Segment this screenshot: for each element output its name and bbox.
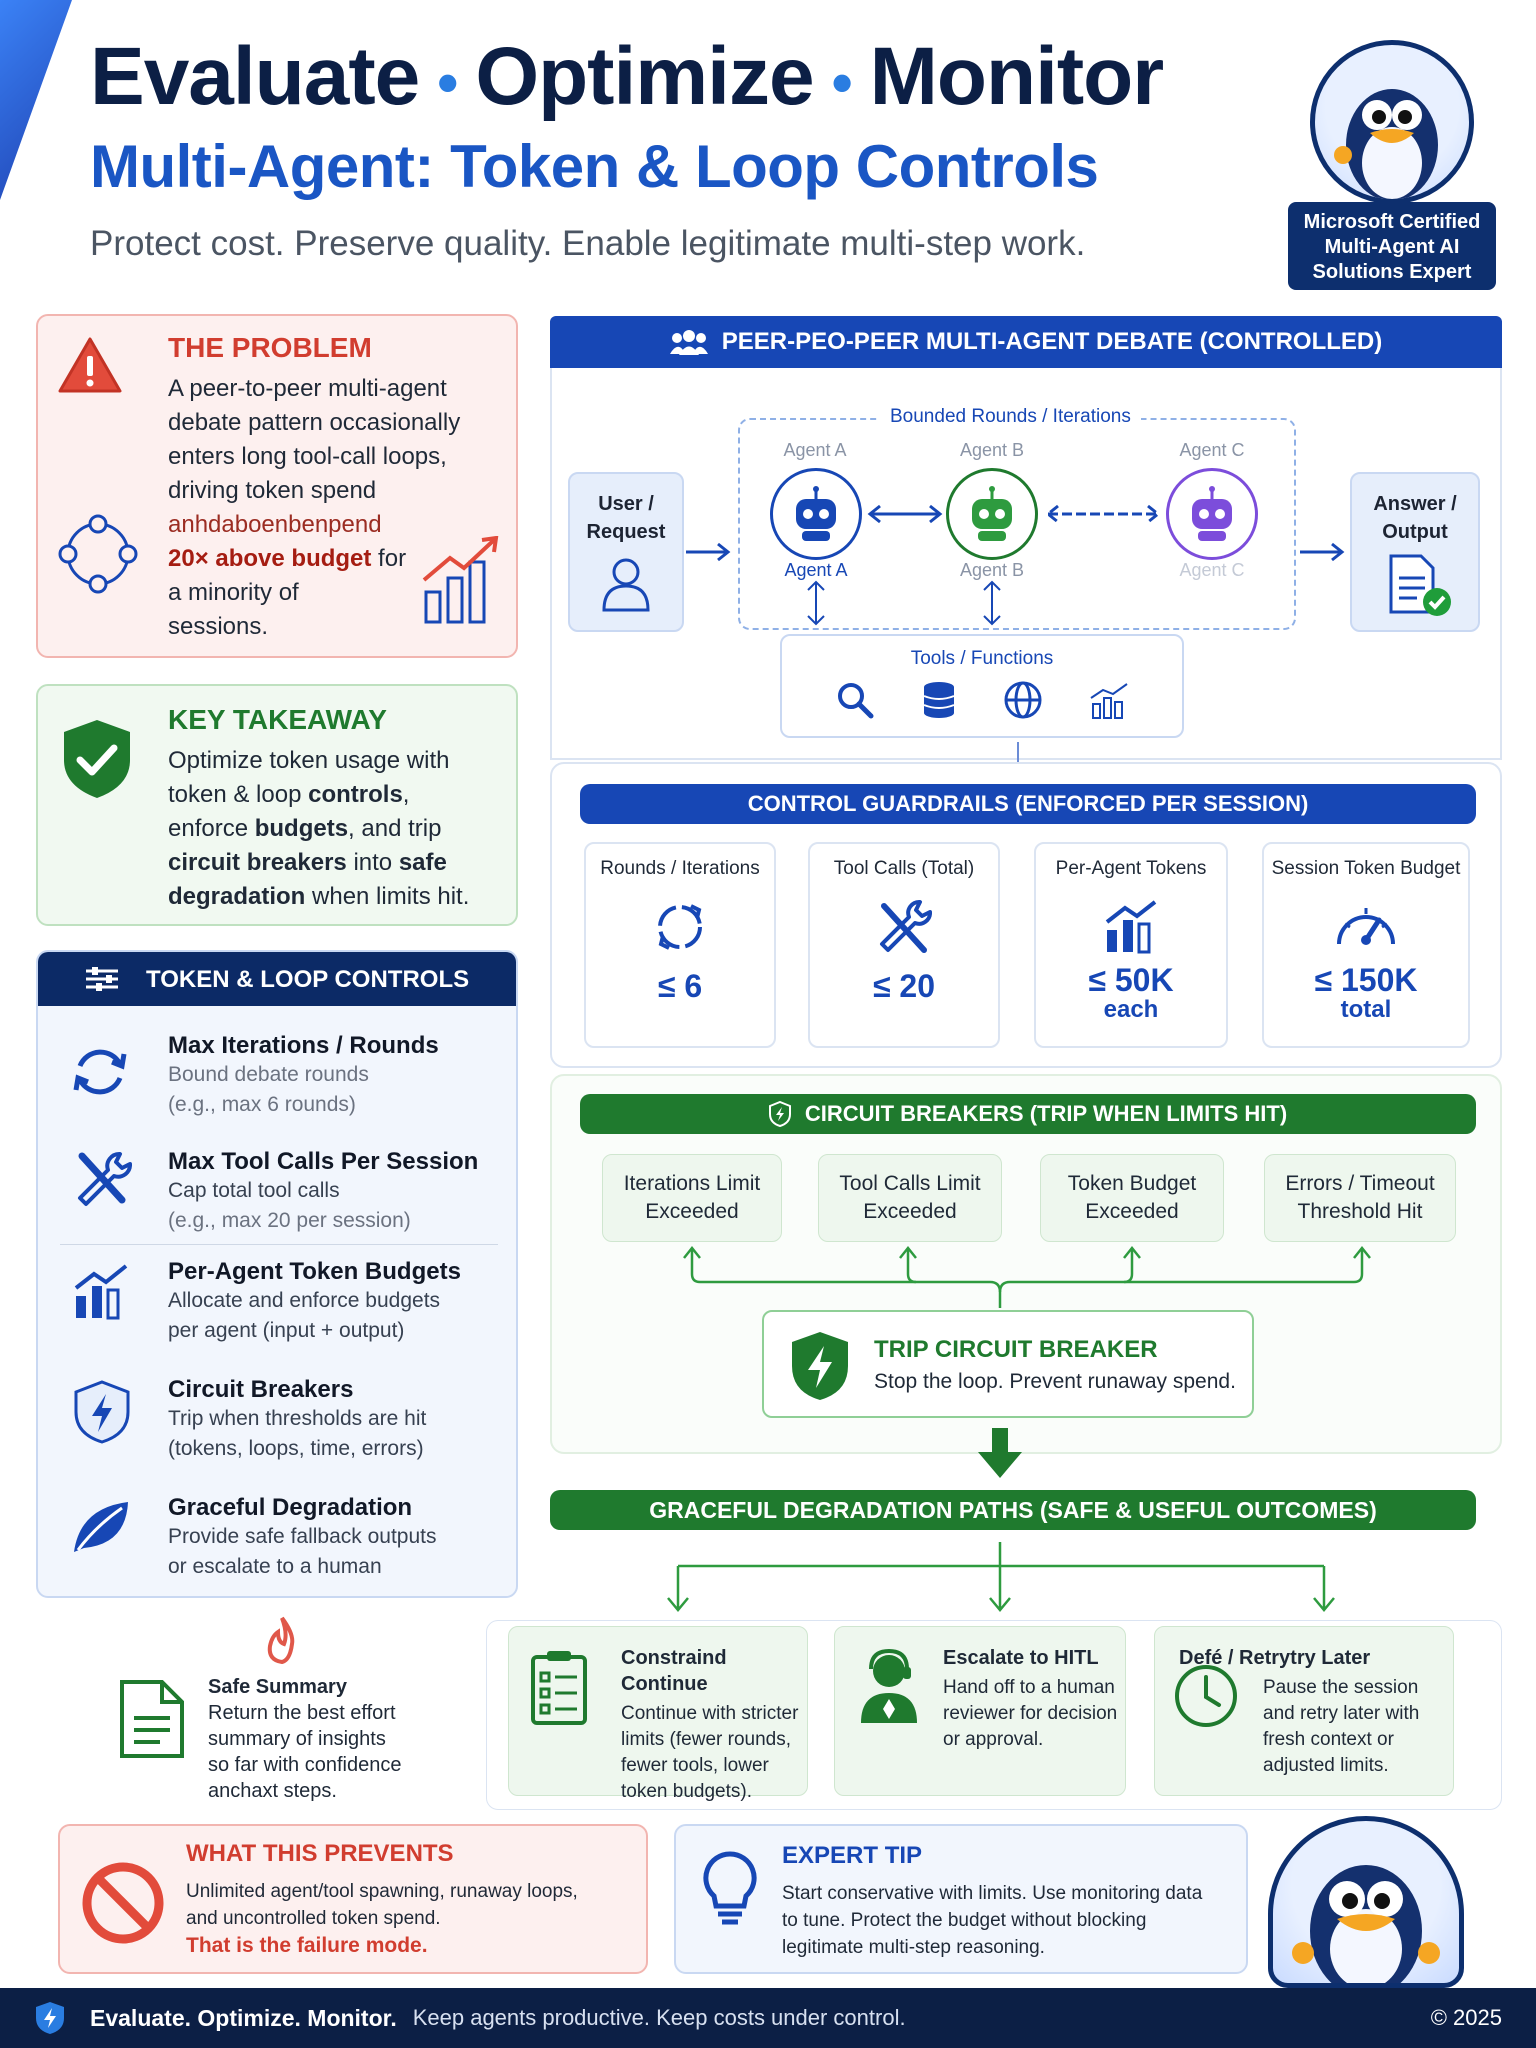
mascot-bottom <box>1268 1816 1464 1988</box>
takeaway-body <box>168 744 508 914</box>
guardrail-label: Session Token Budget <box>1271 858 1461 879</box>
bidirectional-arrow-icon <box>866 502 944 526</box>
breakers-header <box>580 1094 1476 1134</box>
tip-body <box>782 1880 1202 1961</box>
badge-line: Microsoft Certified <box>1303 211 1481 233</box>
control-desc: Provide safe fallback outputs <box>168 1525 437 1548</box>
page-subtitle: Multi-Agent: Token & Loop Controls <box>90 133 1099 200</box>
problem-line <box>168 542 508 576</box>
mascot-avatar <box>1310 40 1474 204</box>
agent-b-node <box>946 468 1038 560</box>
guardrail-sub: total <box>1340 996 1392 1023</box>
agent-c-node <box>1166 468 1258 560</box>
shield-check-icon <box>62 718 132 800</box>
shield-logo-icon <box>34 2000 66 2036</box>
refresh-cycle-icon <box>68 1040 132 1104</box>
answer-label: Answer / <box>1373 493 1457 515</box>
bounded-rounds-label: Bounded Rounds / Iterations <box>880 406 1141 428</box>
control-example: or escalate to a human <box>168 1555 382 1578</box>
tip-line: to tune. Protect the budget without blocking <box>782 1910 1147 1931</box>
leaf-icon <box>70 1498 132 1556</box>
guardrail-sub: each <box>1103 996 1159 1023</box>
guardrail-agenttokens-card <box>1034 842 1228 1048</box>
breaker-connectors <box>680 1244 1380 1310</box>
control-example: (tokens, loops, time, errors) <box>168 1437 424 1460</box>
agent-c-top-label: Agent C <box>1179 440 1245 460</box>
flame-icon <box>260 1616 304 1664</box>
penguin-mascot-icon <box>1273 1821 1459 1983</box>
guardrail-label: Tool Calls (Total) <box>833 858 975 879</box>
document-check-icon <box>1375 554 1455 618</box>
arrow-right-icon <box>684 540 734 564</box>
path-text <box>621 1645 807 1805</box>
guardrails-title: CONTROL GUARDRAILS (ENFORCED PER SESSION) <box>747 791 1309 816</box>
certification-badge <box>1288 202 1496 290</box>
agent-loop-icon <box>56 512 140 596</box>
breaker-label: Exceeded <box>1085 1200 1179 1223</box>
control-title: Graceful Degradation <box>168 1494 413 1521</box>
takeaway-text: , <box>402 781 410 808</box>
database-icon <box>921 680 957 720</box>
safe-summary <box>208 1674 401 1804</box>
tip-line: Start conservative with limits. Use monitoring data <box>782 1883 1203 1904</box>
footer-bold: Evaluate. Optimize. Monitor. <box>90 2004 397 2031</box>
guardrail-value: ≤ 20 <box>872 968 936 1004</box>
control-example: (e.g., max 20 per session) <box>168 1209 411 1232</box>
path-line: Hand off to a human <box>943 1677 1115 1698</box>
agent-a-node <box>770 468 862 560</box>
prevents-emphasis: That is the failure mode. <box>186 1934 428 1957</box>
title-evaluate: Evaluate <box>90 31 420 122</box>
breaker-label: Errors / Timeout <box>1285 1172 1435 1195</box>
warning-icon <box>58 336 122 394</box>
problem-card <box>36 314 518 658</box>
badge-line: Solutions Expert <box>1312 261 1472 283</box>
problem-line: A peer-to-peer multi-agent <box>168 375 447 402</box>
shield-bolt-icon <box>74 1380 130 1444</box>
breaker-label: Tool Calls Limit <box>839 1172 981 1195</box>
control-item <box>168 1376 426 1464</box>
breaker-toolcalls <box>818 1154 1002 1242</box>
debate-header <box>550 316 1502 368</box>
tools-box <box>780 634 1184 738</box>
agent-b-bottom-label: Agent B <box>959 560 1025 580</box>
takeaway-text: token & loop <box>168 781 309 808</box>
breakers-title: CIRCUIT BREAKERS (TRIP WHEN LIMITS HIT) <box>804 1101 1288 1126</box>
takeaway-bold: budgets <box>254 815 349 842</box>
takeaway-line <box>168 846 508 880</box>
bar-growth-icon <box>72 1262 132 1320</box>
guardrail-rounds-card <box>584 842 776 1048</box>
problem-line: anhdaboenbenpend <box>168 511 382 538</box>
path-line: fresh context or <box>1263 1729 1394 1750</box>
control-item <box>168 1148 478 1236</box>
penguin-mascot-icon <box>1315 45 1469 199</box>
breaker-label: Iterations Limit <box>623 1172 761 1195</box>
footer <box>0 1988 1536 2048</box>
sliders-icon <box>84 966 120 992</box>
prevents-body <box>186 1878 578 1959</box>
wrench-screwdriver-icon <box>72 1148 132 1210</box>
tip-line: legitimate multi-step reasoning. <box>782 1937 1045 1958</box>
arrow-down-icon <box>976 1426 1024 1480</box>
takeaway-bold: degradation <box>168 883 306 910</box>
shield-bolt-icon <box>790 1330 850 1402</box>
badge-line: Multi-Agent AI <box>1324 236 1460 258</box>
trip-title: TRIP CIRCUIT BREAKER <box>874 1336 1158 1363</box>
vertical-arrow-icon <box>980 580 1004 626</box>
title-separator: • <box>831 48 852 116</box>
control-item <box>168 1494 437 1582</box>
path-line: and retry later with <box>1263 1703 1420 1724</box>
footer-text: Keep agents productive. Keep costs under control. <box>412 2005 906 2030</box>
problem-line: driving token spend <box>168 477 377 504</box>
path-line: Pause the session <box>1263 1677 1419 1698</box>
problem-body <box>168 372 508 644</box>
agent-a-top-label: Agent A <box>783 440 847 460</box>
agent-b-top-label: Agent B <box>959 440 1025 460</box>
controls-card <box>36 950 518 1598</box>
control-title: Max Tool Calls Per Session <box>168 1148 479 1175</box>
answer-label: Output <box>1382 521 1448 543</box>
search-icon <box>835 680 875 720</box>
tagline: Protect cost. Preserve quality. Enable legitimate multi-step work. <box>90 224 1086 263</box>
path-line: limits (fewer rounds, <box>621 1729 791 1750</box>
problem-title: THE PROBLEM <box>168 332 372 363</box>
path-title: Escalate to HITL <box>943 1647 1099 1669</box>
control-item <box>168 1032 439 1120</box>
guardrail-label: Per-Agent Tokens <box>1055 858 1207 879</box>
user-label: Request <box>586 521 666 543</box>
breaker-iterations <box>602 1154 782 1242</box>
problem-line: enters long tool-call loops, <box>168 443 447 470</box>
control-title: Circuit Breakers <box>168 1376 354 1403</box>
tip-card <box>674 1824 1248 1974</box>
control-desc: Allocate and enforce budgets <box>168 1289 441 1312</box>
lightbulb-icon <box>702 1850 758 1926</box>
budget-highlight: 20× above budget <box>168 545 372 572</box>
prevents-card <box>58 1824 648 1974</box>
human-reviewer-icon <box>853 1649 925 1725</box>
breaker-label: Token Budget <box>1067 1172 1197 1195</box>
tools-label: Tools / Functions <box>910 648 1054 669</box>
users-group-icon <box>670 328 708 356</box>
robot-purple-icon <box>1182 485 1242 545</box>
path-constrained-continue <box>508 1626 808 1802</box>
takeaway-line <box>168 880 508 914</box>
guardrails-header <box>580 784 1476 824</box>
path-line: Continue with stricter <box>621 1703 799 1724</box>
takeaway-title: KEY TAKEAWAY <box>168 704 387 735</box>
debate-title: PEER-PEO-PEER MULTI-AGENT DEBATE (CONTROLLED) <box>721 328 1383 355</box>
control-item <box>168 1258 461 1346</box>
path-title: Constraind Continue <box>621 1647 727 1695</box>
path-escalate-hitl <box>834 1626 1126 1796</box>
clock-icon <box>1173 1663 1239 1729</box>
trip-breaker-box <box>762 1310 1254 1418</box>
path-title-wrap <box>1179 1645 1370 1671</box>
control-title: Per-Agent Token Budgets <box>168 1258 461 1285</box>
corner-accent <box>0 0 72 200</box>
agent-a-bottom-label: Agent A <box>784 560 848 580</box>
user-request-box <box>568 472 684 632</box>
guardrail-value: ≤ 150K <box>1314 962 1418 998</box>
control-desc: Cap total tool calls <box>168 1179 340 1202</box>
breaker-label: Exceeded <box>863 1200 957 1223</box>
guardrail-toolcalls-card <box>808 842 1000 1048</box>
takeaway-line <box>168 812 508 846</box>
guardrail-value: ≤ 50K <box>1088 962 1174 998</box>
robot-green-icon <box>962 485 1022 545</box>
wrench-screwdriver-icon <box>876 898 932 956</box>
path-defer-retry <box>1154 1626 1454 1796</box>
path-line: token budgets). <box>621 1781 752 1802</box>
analytics-chart-icon <box>1089 680 1129 720</box>
controls-title: TOKEN & LOOP CONTROLS <box>146 966 470 993</box>
prevents-title: WHAT THIS PREVENTS <box>186 1840 454 1867</box>
safe-summary-line: so far with confidence <box>208 1754 402 1776</box>
path-line: or approval. <box>943 1729 1044 1750</box>
summary-document-icon <box>116 1678 188 1760</box>
prevents-line: and uncontrolled token spend. <box>186 1908 441 1929</box>
takeaway-text: enforce <box>168 815 255 842</box>
safe-summary-line: Return the best effort <box>208 1702 396 1724</box>
breaker-label: Threshold Hit <box>1297 1200 1423 1223</box>
prevents-line: Unlimited agent/tool spawning, runaway loops, <box>186 1881 578 1902</box>
control-example: (e.g., max 6 rounds) <box>168 1093 356 1116</box>
page-title <box>90 30 1163 124</box>
degradation-title: GRACEFUL DEGRADATION PATHS (SAFE & USEFUL OUTCOMES) <box>649 1496 1377 1523</box>
control-desc: Trip when thresholds are hit <box>168 1407 427 1430</box>
vertical-arrow-icon <box>804 580 828 626</box>
problem-text: for <box>371 545 407 572</box>
bidirectional-arrow-icon <box>1044 502 1162 526</box>
breaker-label: Exceeded <box>645 1200 739 1223</box>
tip-title: EXPERT TIP <box>782 1842 923 1869</box>
safe-summary-line: summary of insights <box>208 1728 386 1750</box>
takeaway-bold: circuit breakers <box>168 849 347 876</box>
problem-line: a minority of <box>168 579 299 606</box>
degradation-connectors <box>660 1540 1360 1614</box>
breaker-tokenbudget <box>1040 1154 1224 1242</box>
takeaway-card <box>36 684 518 926</box>
arrow-right-icon <box>1298 540 1348 564</box>
guardrail-label: Rounds / Iterations <box>600 858 760 879</box>
bar-growth-icon <box>1103 898 1159 954</box>
path-text <box>943 1645 1117 1753</box>
problem-line: sessions. <box>168 613 269 640</box>
path-text <box>1263 1675 1419 1779</box>
problem-line: debate pattern occasionally <box>168 409 461 436</box>
control-title: Max Iterations / Rounds <box>168 1032 439 1059</box>
user-icon <box>601 556 651 612</box>
takeaway-bold: safe <box>398 849 447 876</box>
answer-output-box <box>1350 472 1480 632</box>
title-separator: • <box>437 48 458 116</box>
title-monitor: Monitor <box>869 31 1164 122</box>
globe-icon <box>1003 680 1043 720</box>
control-desc: Bound debate rounds <box>168 1063 369 1086</box>
guardrail-value: ≤ 6 <box>657 968 703 1004</box>
guardrail-session-card <box>1262 842 1470 1048</box>
checklist-icon <box>529 1649 589 1725</box>
takeaway-text: into <box>346 849 399 876</box>
takeaway-text: , and trip <box>348 815 442 842</box>
safe-summary-line: anchaxt steps. <box>208 1780 337 1802</box>
path-title: Defé / Retrytry Later <box>1179 1647 1371 1669</box>
robot-blue-icon <box>786 485 846 545</box>
gauge-icon <box>1333 898 1399 954</box>
control-example: per agent (input + output) <box>168 1319 405 1342</box>
cycle-icon <box>651 898 709 956</box>
path-line: adjusted limits. <box>1263 1755 1389 1776</box>
prohibited-icon <box>80 1860 166 1946</box>
agent-c-bottom-label: Agent C <box>1179 560 1245 580</box>
takeaway-line <box>168 778 508 812</box>
takeaway-line: Optimize token usage with <box>168 747 450 774</box>
breaker-errors <box>1264 1154 1456 1242</box>
shield-bolt-icon <box>769 1101 791 1127</box>
divider <box>60 1244 498 1245</box>
trip-desc: Stop the loop. Prevent runaway spend. <box>874 1370 1236 1393</box>
path-line: reviewer for decision <box>943 1703 1118 1724</box>
degradation-header <box>550 1490 1476 1530</box>
footer-copyright: © 2025 <box>1430 2005 1502 2030</box>
title-optimize: Optimize <box>475 31 814 122</box>
safe-summary-title: Safe Summary <box>208 1676 347 1698</box>
takeaway-bold: controls <box>308 781 403 808</box>
takeaway-text: when limits hit. <box>305 883 470 910</box>
controls-header <box>38 952 518 1006</box>
user-label: User / <box>598 493 654 515</box>
path-line: fewer tools, lower <box>621 1755 769 1776</box>
